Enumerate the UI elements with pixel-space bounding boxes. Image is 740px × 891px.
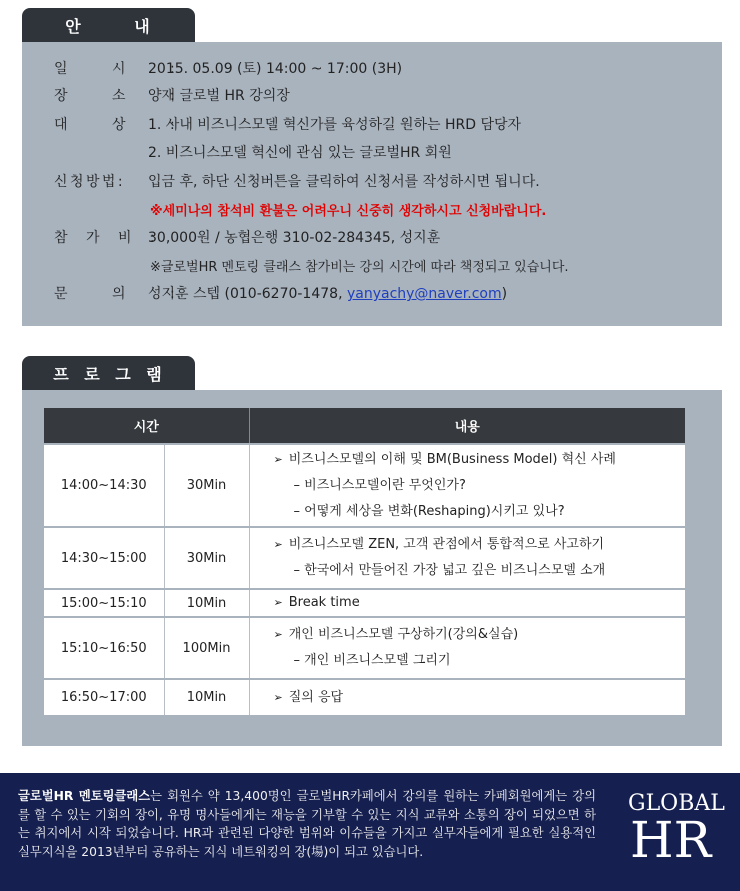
content-cell [249,444,685,527]
table-header-row [44,408,685,444]
info-label: 신 청 방 법 : [54,174,123,190]
content-main-text: Break time [288,595,360,610]
info-value: 2015. 05.09 (토) 14:00 ~ 17:00 (3H) [148,61,403,77]
content-sub: – 한국에서 만들어진 가장 넓고 깊은 비즈니스모델 소개 [293,563,606,578]
time-cell: 15:10~16:50 [44,617,164,679]
info-fee-row [54,227,441,247]
info-label: 일 시 : [54,61,175,77]
info-label: 문 의 : [54,286,175,302]
content-cell [249,679,685,715]
footer-banner [0,773,740,891]
content-main [274,532,686,558]
table-row [44,527,685,589]
global-hr-logo-line2: HR [630,811,712,869]
content-cell [249,617,685,679]
info-tab: 안 내 [22,8,195,42]
info-value: 1. 사내 비즈니스모델 혁신가를 육성하길 원하는 HRD 담당자 [148,117,522,133]
content-main-text: 질의 응답 [288,689,344,705]
info-label: 대 상 : [54,117,175,133]
info-method-row [54,171,540,191]
info-target-row-2 [148,142,452,162]
table-row [44,589,685,617]
time-cell: 14:30~15:00 [44,527,164,589]
program-tab: 프 로 그 램 [22,356,195,390]
info-label: 참 가 비 : [54,230,155,246]
refund-warning [150,200,546,219]
program-table [44,408,685,715]
contact-suffix: ) [501,286,508,302]
header-time: 시간 [44,408,249,444]
fee-note [150,256,569,275]
info-value [148,283,507,303]
table-row [44,617,685,679]
content-cell [249,589,685,617]
arrow-bullet-icon: ➢ [273,690,283,704]
duration-cell: 10Min [164,679,249,715]
global-hr-logo-line1: GLOBAL [628,791,725,816]
content-main [274,447,686,473]
email-link[interactable]: yanyachy@naver.com [346,286,502,302]
arrow-bullet-icon: ➢ [273,452,283,466]
footer-body: 는 회원수 약 13,400명인 글로벌HR카페에서 강의를 원하는 카페회원에게는 강의를 할 수 있는 기회의 장이, 유명 명사들에게는 재능을 기부할 수 있는 지식 교류와 소통의 장이 되었으면 하는 취지에서 시작 되었습니다. HR과 관련된 다양한 범위와 이슈들을 가지고 실무자들에게 필요한 실용적인 실무지식을 2013년부터 공유하는 지식 네트워킹의 장(場)이 되고 있습니다. [18,789,597,859]
info-label: 장 소 : [54,88,175,104]
info-panel [22,42,722,326]
arrow-bullet-icon: ➢ [273,596,283,609]
content-main [274,622,686,648]
duration-cell: 30Min [164,527,249,589]
arrow-bullet-icon: ➢ [273,628,283,641]
content-sub: – 개인 비즈니스모델 그리기 [293,653,451,668]
content-main [274,590,686,616]
table-row [44,444,685,527]
content-main-text: 비즈니스모델의 이해 및 BM(Business Model) 혁신 사례 [288,451,616,467]
info-value: 2. 비즈니스모델 혁신에 관심 있는 글로벌HR 회원 [148,145,452,161]
info-contact-row [54,283,508,303]
time-cell: 15:00~15:10 [44,589,164,617]
content-main-text: 비즈니스모델 ZEN, 고객 관점에서 통합적으로 사고하기 [288,537,605,552]
info-place-row [54,85,290,105]
info-target-row [54,114,522,134]
content-sub: – 어떻게 세상을 변화(Reshaping)시키고 있나? [293,503,565,519]
info-value: 입금 후, 하단 신청버튼을 클릭하여 신청서를 작성하시면 됩니다. [148,174,540,190]
content-main [274,685,686,711]
content-main-text: 개인 비즈니스모델 구상하기(강의&실습) [288,627,519,642]
footer-description [18,787,596,861]
footer-brand: 글로벌HR 멘토링클래스 [18,789,151,803]
time-cell: 16:50~17:00 [44,679,164,715]
header-content: 내용 [249,408,685,444]
info-date-row [54,58,403,78]
info-value: 양재 글로벌 HR 강의장 [148,88,290,104]
duration-cell: 10Min [164,589,249,617]
note-text: ※글로벌HR 멘토링 클래스 참가비는 강의 시간에 따라 책정되고 있습니다. [150,260,569,275]
contact-text: 성지훈 스텝 (010-6270-1478, [148,286,347,302]
duration-cell: 100Min [164,617,249,679]
info-value: 30,000원 / 농협은행 310-02-284345, 성지훈 [148,230,441,246]
time-cell: 14:00~14:30 [44,444,164,527]
content-sub: – 비즈니스모델이란 무엇인가? [293,477,466,493]
content-cell [249,527,685,589]
table-row [44,679,685,715]
arrow-bullet-icon: ➢ [273,538,283,551]
duration-cell: 30Min [164,444,249,527]
warning-text: ※세미나의 참석비 환불은 어려우니 신중히 생각하시고 신청바랍니다. [150,204,547,219]
